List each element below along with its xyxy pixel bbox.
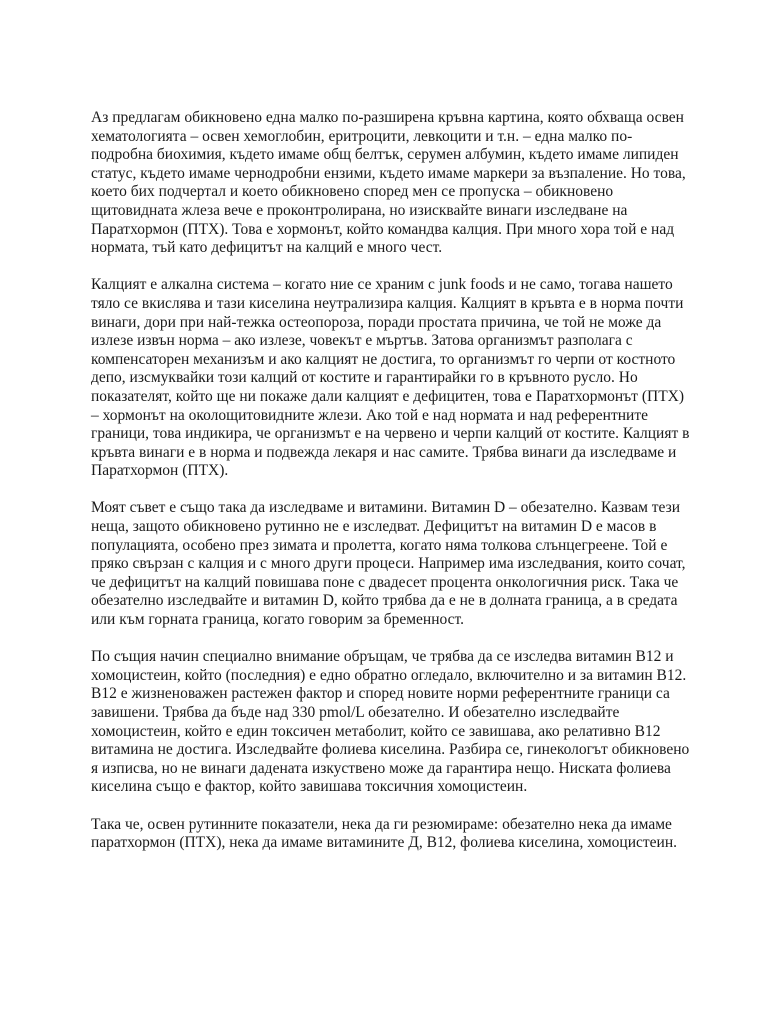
paragraph-vitamin-d: Моят съвет е също така да изследваме и витамини. Витамин D – обезателно. Казвам тези неща, защото обикновено рутинно не е изследват. Дефицитът на витамин D е масов в популацията, особено през зимата и пролетта, когато няма толкова слънцегреене. Той е пряко свързан с калция и с много други процеси. Например има изследвания, които сочат, че дефицитът на калций повишава поне с двадесет процента онкологичния риск. Така че обезателно изследвайте и витамин D, който трябва да е не в долната граница, а в средата или към горната граница, когато говорим за бременност. [91,499,686,629]
document-body [91,109,691,871]
paragraph-b12-homocysteine: По същия начин специално внимание обръщам, че трябва да се изследва витамин B12 и хомоцистеин, който (последния) е едно обратно огледало, включително и за витамин B12. B12 е жизненоважен растежен фактор и според новите норми референтните граници са завишени. Трябва да бъде над 330 pmol/L обезателно. И обезателно изследвайте хомоцистеин, който е един токсичен метаболит, който се завишава, ако релативно B12 витамина не достига. Изследвайте фолиева киселина. Разбира се, гинекологът обикновено я изписва, но не винаги дадената изкуствено може да гарантира нещо. Ниската фолиева киселина също е фактор, който завишава токсичния хомоцистеин. [91,648,690,796]
paragraph-calcium: Калцият е алкална система – когато ние се храним с junk foods и не само, тогава нашето тяло се вкислява и тази киселина неутрализира калция. Калцият в кръвта е в норма почти винаги, дори при най-тежка остеопороза, поради простата причина, че той не може да излезе извън норма – ако излезе, човекът е мъртъв. Затова организмът разполага с компенсаторен механизъм и ако калцият не достига, то организмът го черпи от костното депо, изсмуквайки този калций от костите и гарантирайки го в кръвното русло. Но показателят, който ще ни покаже дали калцият е дефицитен, това е Паратхормонът (ПТХ) – хормонът на околощитовидните жлези. Ако той е над нормата и над референтните граници, това индикира, че организмът е на червено и черпи калций от костите. Калцият в кръвта винаги е в норма и подвежда лекаря и нас самите. Трябва винаги да изследваме и Паратхормон (ПТХ). [91,276,690,480]
paragraph-summary: Така че, освен рутинните показатели, нека да ги резюмираме: обезателно нека да имаме паратхормон (ПТХ), нека да имаме витамините Д, B12, фолиева киселина, хомоцистеин. [91,815,678,852]
paragraph-parathormone-intro: Аз предлагам обикновено една малко по-разширена кръвна картина, която обхваща освен хематологията – освен хемоглобин, еритроцити, левкоцити и т.н. – една малко по-подробна биохимия, където имаме общ белтък, серумен албумин, където имаме липиден статус, където имаме чернодробни ензими, където имаме маркери за възпаление. Но това, което бих подчертал и което обикновено според мен се пропуска – обикновено щитовидната жлеза вече е проконтролирана, но изисквайте винаги изследване на Паратхормон (ПТХ). Това е хормонът, който командва калция. При много хора той е над нормата, тъй като дефицитът на калций е много чест. [91,109,686,257]
